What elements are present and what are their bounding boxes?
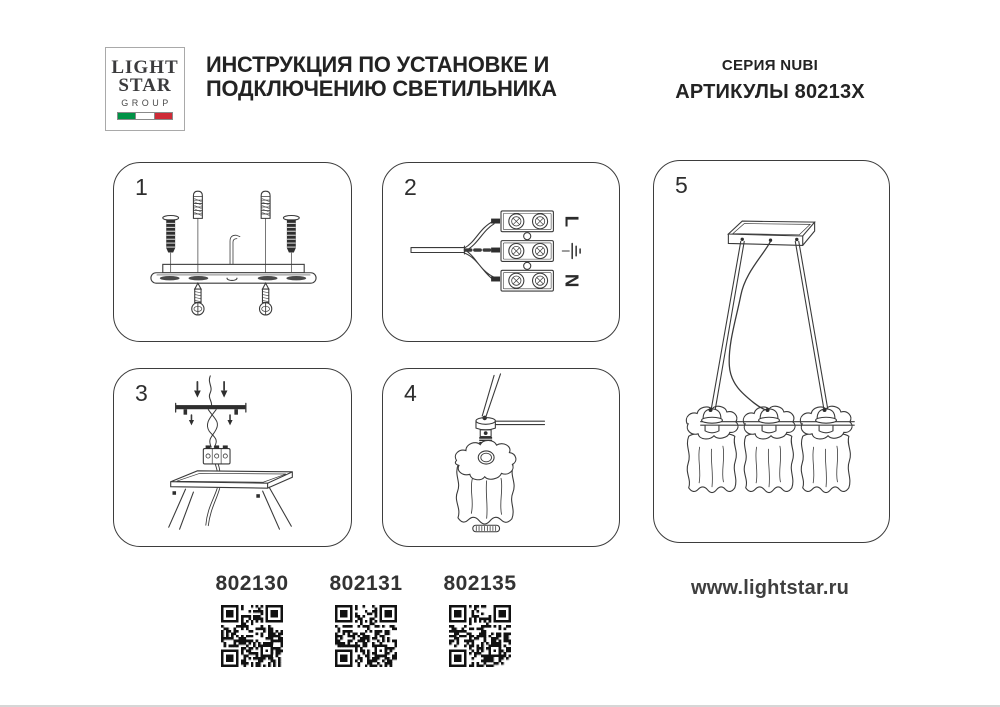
article-column-2: [306, 572, 426, 672]
step4-illustration: [383, 369, 619, 546]
step-number: 4: [404, 380, 417, 406]
title-line-2: ПОДКЛЮЧЕНИЮ СВЕТИЛЬНИКА: [206, 76, 557, 101]
logo-word-group: GROUP: [121, 97, 172, 108]
qr-code: [449, 605, 511, 667]
article-column-3: [420, 572, 540, 672]
qr-code: [221, 605, 283, 667]
step-panel-2: [382, 162, 620, 342]
terminal-label-neutral: N: [561, 273, 583, 288]
article-number: 802130: [215, 572, 289, 595]
website-url: www.lightstar.ru: [690, 577, 850, 599]
page-title: [206, 53, 557, 101]
italian-flag-stripe: [117, 112, 173, 120]
series-info: [655, 57, 885, 104]
step-number: 2: [404, 174, 417, 200]
step-panel-1: [113, 162, 352, 342]
step-number: 5: [675, 172, 688, 198]
logo-word-light: LIGHT: [111, 56, 179, 78]
logo-word-star: STAR: [118, 74, 172, 96]
step-panel-4: [382, 368, 620, 547]
step2-illustration: [383, 163, 619, 341]
qr-code: [335, 605, 397, 667]
step-number: 3: [135, 380, 148, 406]
step-number: 1: [135, 174, 148, 200]
articles-code: АРТИКУЛЫ 80213X: [675, 81, 865, 103]
article-number: 802135: [443, 572, 517, 595]
series-name: СЕРИЯ NUBI: [721, 57, 819, 74]
step-panel-5: [653, 160, 890, 543]
step5-illustration: [654, 161, 889, 542]
terminal-label-line: L: [561, 215, 583, 228]
step1-illustration: [114, 163, 351, 341]
article-column-1: [192, 572, 312, 672]
step-panel-3: [113, 368, 352, 547]
lightstar-logo: [105, 47, 185, 131]
article-number: 802131: [329, 572, 403, 595]
step3-illustration: [114, 369, 351, 546]
title-line-1: ИНСТРУКЦИЯ ПО УСТАНОВКЕ И: [206, 52, 550, 77]
